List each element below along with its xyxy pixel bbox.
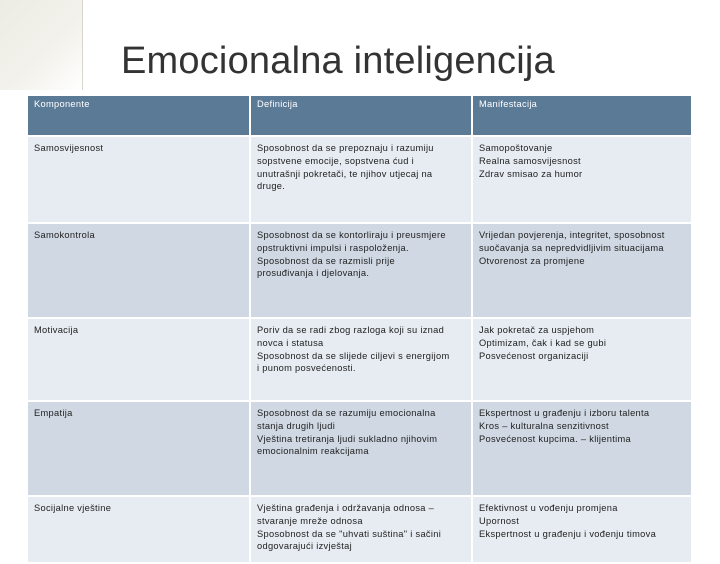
definition-line: sopstvene emocije, sopstvena ćud i	[257, 155, 414, 166]
definition-line: unutrašnji pokretači, te njihov utjecaj na	[257, 168, 433, 179]
definition-line: Sposobnost da se razumiju emocionalna	[257, 408, 436, 418]
definition-line: stanja drugih ljudi	[257, 420, 336, 431]
table-row	[28, 223, 692, 318]
component-cell: Socijalne vještine	[28, 496, 250, 563]
definition-line: prosuđivanja i djelovanja.	[257, 268, 370, 279]
manifestation-line: Zdrav smisao za humor	[479, 168, 583, 179]
definition-line: Sposobnost da se kontorliraju i preusmjere	[257, 230, 446, 240]
definition-line: Sposobnost da se razmisli prije	[257, 255, 395, 266]
manifestation-line: Ekspertnost u građenju i izboru talenta	[479, 408, 650, 418]
definition-line: Sposobnost da se slijede ciljevi s energijom	[257, 350, 450, 361]
manifestation-line: Samopoštovanje	[479, 143, 553, 153]
table-row	[28, 318, 692, 401]
manifestation-cell	[472, 223, 692, 318]
definition-cell	[250, 401, 472, 496]
manifestation-line: Posvećenost kupcima. – klijentima	[479, 433, 631, 444]
table-row	[28, 136, 692, 223]
definition-line: Poriv da se radi zbog razloga koji su iznad	[257, 325, 445, 335]
definition-line: novca i statusa	[257, 337, 324, 348]
definition-line: Vještina tretiranja ljudi sukladno njihovim	[257, 433, 438, 444]
definition-line: Sposobnost da se prepoznaju i razumiju	[257, 143, 434, 153]
definition-line: emocionalnim reakcijama	[257, 446, 369, 457]
manifestation-line: Vrijedan povjerenja, integritet, sposobnost	[479, 230, 665, 240]
definition-cell	[250, 223, 472, 318]
header-manifestacija: Manifestacija	[472, 96, 692, 136]
definition-cell	[250, 136, 472, 223]
definition-line: i punom posvećenosti.	[257, 363, 356, 374]
manifestation-cell	[472, 401, 692, 496]
table-header-row	[28, 96, 692, 136]
manifestation-line: Upornost	[479, 515, 520, 526]
component-cell: Samokontrola	[28, 223, 250, 318]
header-komponente: Komponente	[28, 96, 250, 136]
table-row	[28, 401, 692, 496]
definition-line: Sposobnost da se "uhvati suština" i sačini	[257, 528, 442, 539]
header-definicija: Definicija	[250, 96, 472, 136]
manifestation-cell	[472, 136, 692, 223]
definition-cell	[250, 318, 472, 401]
definition-cell	[250, 496, 472, 563]
manifestation-line: Kros – kulturalna senzitivnost	[479, 420, 609, 431]
definition-line: odgovarajući izvještaj	[257, 541, 352, 552]
slide-title: Emocionalna inteligencija	[121, 40, 555, 82]
component-cell: Empatija	[28, 401, 250, 496]
definition-line: stvaranje mreže odnosa	[257, 515, 363, 526]
manifestation-cell	[472, 496, 692, 563]
manifestation-line: Otvorenost za promjene	[479, 255, 585, 266]
manifestation-cell	[472, 318, 692, 401]
manifestation-line: Ekspertnost u građenju i vođenju timova	[479, 528, 657, 539]
component-cell: Samosvijesnost	[28, 136, 250, 223]
manifestation-line: Optimizam, čak i kad se gubi	[479, 337, 607, 348]
definition-line: Vještina građenja i održavanja odnosa –	[257, 503, 435, 513]
manifestation-line: Jak pokretač za uspjehom	[479, 325, 595, 335]
manifestation-line: Posvećenost organizaciji	[479, 350, 589, 361]
definition-line: druge.	[257, 181, 286, 192]
definition-line: opstruktivni impulsi i raspoloženja.	[257, 242, 409, 253]
manifestation-line: Efektivnost u vođenju promjena	[479, 503, 618, 513]
table-row	[28, 496, 692, 563]
manifestation-line: Realna samosvijesnost	[479, 155, 581, 166]
emotional-intelligence-table	[28, 96, 693, 564]
manifestation-line: suočavanja sa nepredvidljivim situacijama	[479, 242, 664, 253]
component-cell: Motivacija	[28, 318, 250, 401]
corner-decoration	[0, 0, 82, 90]
